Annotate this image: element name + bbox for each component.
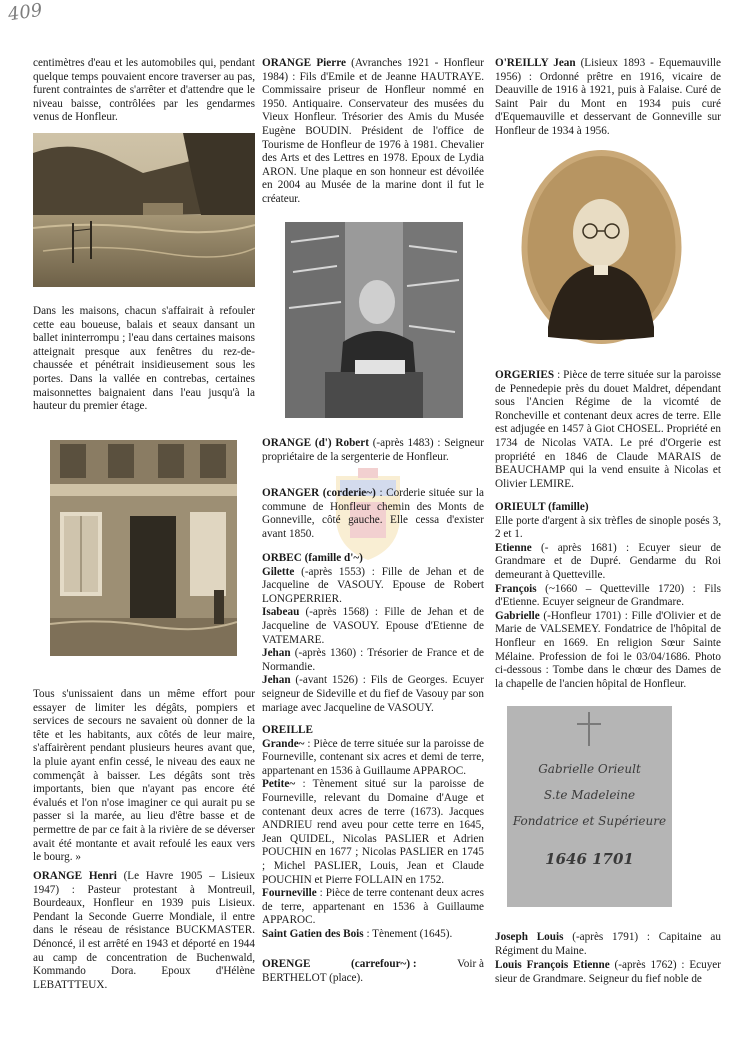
entry-heading: ORANGE Pierre xyxy=(262,57,346,69)
entry-oranger: ORANGER (corderie~) : Corderie située sur la commune de Honfleur chemin des Monts de Gonneville, côté gauche. Elle cessa d'exister avant 1850. xyxy=(262,487,484,540)
entry-heading: ORBEC (famille d'~) xyxy=(262,552,363,564)
entry-heading: OREILLE xyxy=(262,724,313,736)
flood-text-effort: Tous s'unissaient dans un même effort pour essayer de limiter les dégâts, pompiers et services de secours ne savaient où donner de la tête et les habitants, aux côtés de leur maire, s'affairèrent pendant plusieurs heures avant que, la pluie ayant enfin cessé, le niveau des eaux ne commençât à baisser. Les dégâts sont très importants, bien que n'ayant pas encore été évalués et l'on n'ose imaginer ce qui aurait pu se passer si la marée, au lieu d'être basse et de permettre de par ce fait à la rivière de se déverser avait été montante et avait refoulé les eaux vers le bourg. » xyxy=(33,688,255,864)
entry-orgeries: ORGERIES : Pièce de terre située sur la paroisse de Pennedepie près du douet Maldret, dépendant sous l'Ancien Régime de la vicomté de Roncheville et contenant deux acres de terre. Elle est adjugée en 1457 à Giot CHOSEL. Propriété en 1734 de Nicolas VATA. Le pré d'Orgerie est propriété en 1846 de Claude MARAIS de BEAUCHAMP qui la vend ensuite à Nicolas et Olivier LEMIRE. xyxy=(495,369,721,490)
page-number: 409 xyxy=(6,0,44,26)
entry-orieult: ORIEULT (famille) Elle porte d'argent à six trèfles de sinople posés 3, 2 et 1. Etienne (- après 1681) : Ecuyer sieur de Grandmare et de Dupré. Gendarme du Roi demeurant à Quetteville. François (~1660 – Quetteville 1720) : Fils d'Etienne. Ecuyer seigneur de Grandmare. Gabrielle (-Honfleur 1701) : Fille d'Olivier et de Marie de VALSEMEY. Fondatrice de l'hôpital de Honfleur en 1669. En religion Sœur Sainte Mélaine. Profession de foi le 03/04/1686. Photo ci-dessous : Tombe dans le chœur des Dames de la chapelle de l'ancien hôpital de Honfleur. xyxy=(495,501,721,690)
entry-oreilly: O'REILLY Jean (Lisieux 1893 - Equemauville 1956) : Ordonné prêtre en 1916, vicaire de Deauville de 1916 à 1921, puis à Falaise. Curé de Saint Pair du Mont en 1934 puis curé d'Equemauville et desservant de Gonneville sur Honfleur de 1934 à 1956. xyxy=(495,57,721,137)
entry-heading: Joseph Louis xyxy=(495,931,564,943)
entry-heading: ORANGER (corderie~) xyxy=(262,487,376,499)
entry-heading: ORENGE xyxy=(262,958,311,970)
entry-oreille: OREILLE Grande~ : Pièce de terre située sur la paroisse de Fourneville, contenant six acres et demi de terre, appartenant en 1536 à Guillaume APPAROC. Petite~ : Tènement situé sur la paroisse de Fourneville, relevant du Domaine d'Auge et contenant deux acres de terre (1673). Jacques ANDRIEU rend aveu pour cette terre en 1645, Jean QUIDEL, Nicolas PASLIER et Adrien POUCHIN en 1677 ; Nicolas PASLIER en 1745 ; Michel PASLIER, Louis, Jean et Claude POUCHIN et Pierre FOLLAIN en 1752. Fourneville : Pièce de terre contenant deux acres de terre, appartenant en 1536 à Guillaume APPAROC. Saint Gatien des Bois : Tènement (1645). xyxy=(262,724,484,940)
tomb-line-name: Gabrielle Orieult xyxy=(538,762,641,776)
entry-orenge: ORENGE (carrefour~) : Voir à BERTHELOT (place). xyxy=(262,958,484,984)
entry-heading: ORANGE (d') Robert xyxy=(262,437,369,449)
flood-road-photo xyxy=(33,133,255,287)
tomb-line-dates: 1646 1701 xyxy=(545,850,634,868)
tomb-line-title: Fondatrice et Supérieure xyxy=(512,814,667,828)
orange-pierre-photo xyxy=(285,222,463,418)
entry-joseph-louis: Joseph Louis (-après 1791) : Capitaine au Régiment du Maine. xyxy=(495,931,721,957)
oreilly-portrait-photo xyxy=(518,147,685,347)
entry-orange-henri: ORANGE Henri (Le Havre 1905 – Lisieux 1947) : Pasteur protestant à Montreuil, Bourdeaux, Honfleur en 1939 puis Lisieux. Pendant la Seconde Guerre Mondiale, il entre dans le réseau de résistance BUCKMASTER. Dénoncé, il est arrêté en 1943 et déporté en 1944 au camp de concentration de Buchenwald, Kommando Dora. Epoux d'Hélène LEBATTTEUX. xyxy=(33,870,255,991)
entry-heading: O'REILLY Jean xyxy=(495,57,576,69)
entry-orange-robert: ORANGE (d') Robert (-après 1483) : Seigneur propriétaire de la sergenterie de Honfleur. xyxy=(262,437,484,463)
entry-orbec: ORBEC (famille d'~) Gilette (-après 1553) : Fille de Jehan et de Jacqueline de VASOUY. Epouse de Robert LONGPERRIER. Isabeau (-après 1568) : Fille de Jehan et de Jacqueline de VASOUY. Epouse d'Etienne de VATEMARE. Jehan (-après 1360) : Trésorier de France et de Normandie. Jehan (-avant 1526) : Fils de Georges. Ecuyer seigneur de Sideville et du fief de Vasouy par son mariage avec Jacqueline de VASOUY. xyxy=(262,552,484,714)
flood-text-houses: Dans les maisons, chacun s'affairait à refouler cette eau boueuse, balais et seaux dansant un ballet ininterrompu ; l'eau dans certaines maisons atteignait presque aux fenêtres du rez-de-chaussée et pénétrait insidieusement sous les portes. Dans la vallée en contrebas, certaines maisonnettes baignaient dans l'eau jusqu'à la hauteur du premier étage. xyxy=(33,305,255,413)
entry-heading: ORGERIES xyxy=(495,369,555,381)
tombstone-photo xyxy=(507,706,672,907)
tomb-line-religious: S.te Madeleine xyxy=(543,788,636,802)
entry-orange-pierre: ORANGE Pierre (Avranches 1921 - Honfleur 1984) : Fils d'Emile et de Jeanne HAUTRAYE. Commissaire priseur de Honfleur nommé en 1950. Antiquaire. Conservateur des musées du Vieux Honfleur. Trésorier des Amis du Musée Eugène BOUDIN. Président de l'office de Tourisme de Honfleur de 1976 à 1981. Chevalier des Arts et des Lettres en 1978. Epoux de Lydia ARON. Une plaque en son honneur est dévoilée en 2004 au Musée de la marine dont il fut le créateur. xyxy=(262,57,484,205)
entry-heading: ORANGE Henri xyxy=(33,870,117,882)
entry-heading: ORIEULT (famille) xyxy=(495,501,589,513)
entry-louis-francois-etienne: Louis François Etienne (-après 1762) : Ecuyer sieur de Grandmare. Seigneur du fief noble de xyxy=(495,959,721,985)
entry-heading: Louis François Etienne xyxy=(495,959,610,971)
flooded-house-photo xyxy=(50,440,237,656)
flood-text-intro: centimètres d'eau et les automobiles qui, pendant quelque temps pouvaient encore traverser au pas, furent contraintes de s'arrêter et d'attendre que le niveau baisse, contrôlées par les gendarmes venus de Honfleur. xyxy=(33,57,255,124)
